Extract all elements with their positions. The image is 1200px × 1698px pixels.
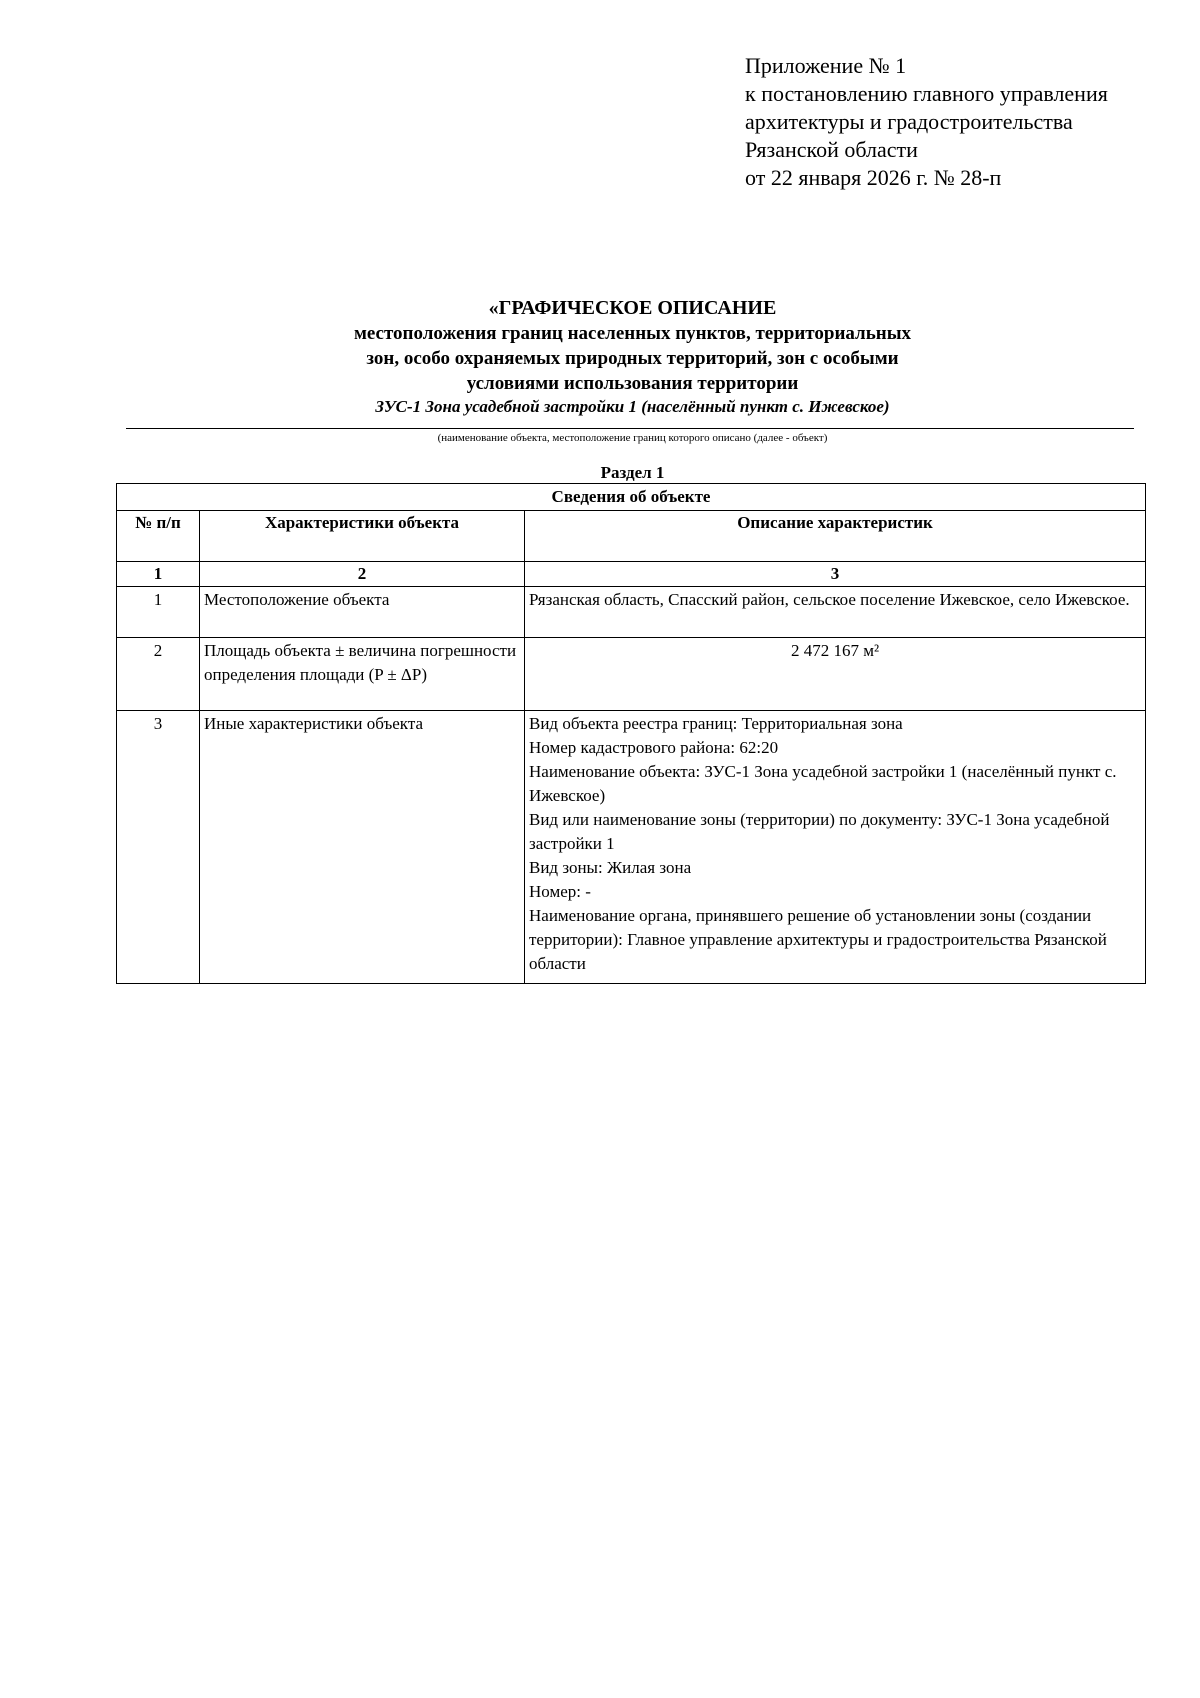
column-number: 1	[117, 562, 200, 587]
header-num: № п/п	[117, 511, 200, 562]
table-row	[117, 638, 1146, 711]
appendix-header	[745, 52, 1108, 192]
column-number: 3	[525, 562, 1146, 587]
appendix-line: от 22 января 2026 г. № 28-п	[745, 165, 1002, 190]
table-row	[117, 587, 1146, 638]
document-title	[0, 296, 1200, 418]
area-value: 2 472 167 м²	[790, 641, 880, 660]
object-name: ЗУС-1 Зона усадебной застройки 1 (населённый пункт с. Ижевское)	[375, 397, 890, 416]
row-characteristic: Иные характеристики объекта	[200, 711, 525, 984]
table-header-row	[117, 511, 1146, 562]
row-num: 2	[117, 638, 200, 711]
row-characteristic: Площадь объекта ± величина погрешности определения площади (P ± ΔP)	[200, 638, 525, 711]
table-caption-row	[117, 484, 1146, 511]
header-description: Описание характеристик	[525, 511, 1146, 562]
table-row	[117, 711, 1146, 984]
column-number-row	[117, 562, 1146, 587]
description-line: Вид объекта реестра границ: Территориальная зона	[529, 714, 903, 733]
row-description	[525, 711, 1146, 984]
title-sub-line: условиями использования территории	[466, 373, 799, 394]
row-description	[525, 638, 1146, 711]
table-caption: Сведения об объекте	[117, 484, 1146, 511]
description-line: Вид зоны: Жилая зона	[529, 858, 692, 877]
title-sub-line: зон, особо охраняемых природных территорий, зон с особыми	[366, 348, 899, 369]
row-num: 3	[117, 711, 200, 984]
description-line: Рязанская область, Спасский район, сельское поселение Ижевское, село Ижевское.	[529, 590, 1130, 609]
object-caption: (наименование объекта, местоположение границ которого описано (далее - объект)	[437, 432, 828, 444]
row-characteristic: Местоположение объекта	[200, 587, 525, 638]
description-line: Номер: -	[529, 882, 591, 901]
row-num: 1	[117, 587, 200, 638]
description-line: Номер кадастрового района: 62:20	[529, 738, 779, 757]
section-title: Раздел 1	[600, 463, 665, 482]
appendix-line: к постановлению главного управления	[745, 81, 1108, 106]
description-line: Наименование органа, принявшего решение об установлении зоны (создании территории): Главное управление архитектуры и градостроительства Рязанской области	[529, 906, 1107, 973]
column-number: 2	[200, 562, 525, 587]
underline-divider	[126, 428, 1134, 429]
row-description	[525, 587, 1146, 638]
description-line: Вид или наименование зоны (территории) по документу: ЗУС-1 Зона усадебной застройки 1	[529, 810, 1110, 853]
object-info-table	[116, 483, 1146, 984]
description-line: Наименование объекта: ЗУС-1 Зона усадебной застройки 1 (населённый пункт с. Ижевское)	[529, 762, 1117, 805]
title-sub-line: местоположения границ населенных пунктов, территориальных	[353, 323, 912, 344]
title-main: «ГРАФИЧЕСКОЕ ОПИСАНИЕ	[488, 297, 777, 319]
appendix-line: архитектуры и градостроительства	[745, 109, 1073, 134]
header-characteristic: Характеристики объекта	[200, 511, 525, 562]
appendix-line: Рязанской области	[745, 137, 918, 162]
appendix-line: Приложение № 1	[745, 53, 907, 78]
